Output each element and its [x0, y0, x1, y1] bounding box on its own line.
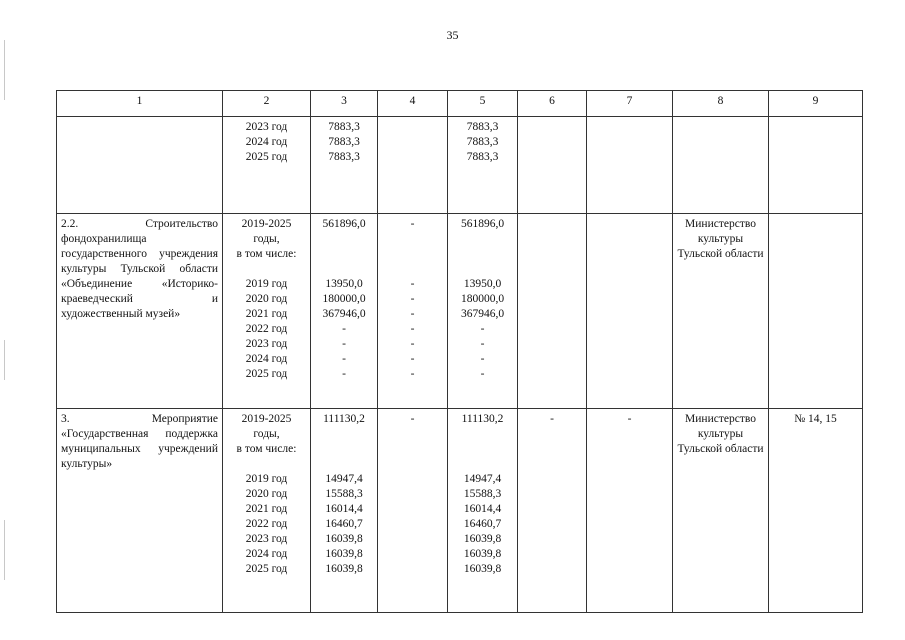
value-line: - — [410, 338, 415, 350]
margin-scan-mark — [4, 520, 5, 580]
value-line: 111130,2 — [323, 413, 365, 425]
value-line: 561896,0 — [322, 218, 366, 230]
indicator-cell — [769, 214, 863, 409]
spacer-line — [315, 442, 373, 457]
executor-cell — [673, 117, 769, 214]
period-line: 2025 год — [245, 563, 288, 575]
value-line: 16014,4 — [325, 503, 363, 515]
value-line: - — [342, 323, 346, 335]
spacer-line — [315, 232, 373, 247]
spacer-line — [315, 427, 373, 442]
period-line: в том числе: — [236, 443, 297, 455]
col6-cell — [518, 214, 587, 409]
col7-cell — [587, 214, 673, 409]
period-line: 2022 год — [245, 518, 288, 530]
period-line: в том числе: — [236, 248, 297, 260]
period-cell — [223, 117, 311, 214]
spacer-line — [227, 262, 306, 277]
spacer-line — [227, 457, 306, 472]
value-line: 367946,0 — [460, 308, 505, 320]
margin-scan-mark — [4, 340, 5, 380]
header-cell: 2 — [223, 91, 311, 117]
col7-cell — [587, 117, 673, 214]
spacer-line — [382, 262, 443, 277]
period-line: 2025 год — [245, 151, 288, 163]
period-line: 2020 год — [245, 488, 288, 500]
header-cell: 7 — [587, 91, 673, 117]
col6-cell — [518, 117, 587, 214]
period-line: 2022 год — [245, 323, 288, 335]
indicator-cell — [769, 117, 863, 214]
header-cell: 4 — [378, 91, 448, 117]
period-line: 2024 год — [245, 548, 288, 560]
spacer-line — [315, 247, 373, 262]
header-row — [57, 91, 863, 117]
header-cell: 3 — [311, 91, 378, 117]
description-cell: 2.2. Строительство фондохранилища государственного учреждения культуры Тульской области «Объединение «Историко-краеведческий и художественный музей» — [57, 214, 223, 409]
period-line: 2019-2025 — [241, 218, 292, 230]
header-cell: 1 — [57, 91, 223, 117]
spacer-line — [452, 457, 513, 472]
col6-cell: - — [518, 409, 587, 613]
value-line: 16039,8 — [325, 533, 363, 545]
spacer-line — [315, 457, 373, 472]
value-line: 16039,8 — [463, 533, 502, 545]
regional-cell — [448, 117, 518, 214]
spacer-line — [315, 262, 373, 277]
value-line: 7883,3 — [328, 121, 360, 133]
regional-cell — [448, 409, 518, 613]
period-line: 2023 год — [245, 338, 288, 350]
spacer-line — [452, 442, 513, 457]
value-line: - — [410, 323, 415, 335]
spacer-line — [452, 262, 513, 277]
spacer-line — [452, 232, 513, 247]
value-line: 7883,3 — [328, 151, 360, 163]
value-line: 7883,3 — [328, 136, 360, 148]
spacer-line — [452, 247, 513, 262]
federal-cell — [378, 409, 448, 613]
value-line: 16039,8 — [463, 548, 502, 560]
spacer-line — [452, 427, 513, 442]
value-line: 15588,3 — [463, 488, 502, 500]
period-line: годы, — [253, 428, 280, 440]
period-line: 2019 год — [245, 278, 288, 290]
header-cell: 9 — [769, 91, 863, 117]
value-line: 13950,0 — [325, 278, 363, 290]
page-number: 35 — [446, 28, 459, 42]
total-cell — [311, 214, 378, 409]
value-line: - — [410, 353, 415, 365]
value-line: 367946,0 — [322, 308, 366, 320]
period-line: 2019-2025 — [241, 413, 292, 425]
federal-cell — [378, 214, 448, 409]
period-line: 2020 год — [245, 293, 288, 305]
value-line: 111130,2 — [461, 413, 504, 425]
executor-cell: Министерство культуры Тульской области — [673, 409, 769, 613]
table-row — [57, 214, 863, 409]
value-line: - — [410, 308, 415, 320]
header-cell: 5 — [448, 91, 518, 117]
period-line: 2024 год — [245, 136, 288, 148]
value-line: 14947,4 — [325, 473, 363, 485]
period-line: 2024 год — [245, 353, 288, 365]
value-line: 16039,8 — [325, 563, 363, 575]
period-line: 2019 год — [245, 473, 288, 485]
value-line: 7883,3 — [466, 136, 499, 148]
value-line: - — [410, 368, 415, 380]
value-line: - — [410, 413, 415, 425]
margin-scan-mark — [4, 40, 5, 100]
value-line: 16460,7 — [325, 518, 363, 530]
executor-cell: Министерство культуры Тульской области — [673, 214, 769, 409]
value-line: 13950,0 — [463, 278, 502, 290]
value-line: - — [480, 338, 485, 350]
value-line: 16039,8 — [325, 548, 363, 560]
value-line: - — [480, 368, 485, 380]
indicator-cell: № 14, 15 — [769, 409, 863, 613]
value-line: - — [342, 353, 346, 365]
period-cell — [223, 409, 311, 613]
value-line: 16039,8 — [463, 563, 502, 575]
period-line: годы, — [253, 233, 280, 245]
period-line: 2023 год — [245, 121, 288, 133]
spacer-line — [382, 247, 443, 262]
period-line: 2021 год — [245, 503, 288, 515]
value-line: 561896,0 — [460, 218, 505, 230]
description-cell: 3. Мероприятие «Государственная поддержка муниципальных учреждений культуры» — [57, 409, 223, 613]
total-cell — [311, 117, 378, 214]
header-cell: 8 — [673, 91, 769, 117]
period-line: 2021 год — [245, 308, 288, 320]
value-line: 180000,0 — [460, 293, 505, 305]
value-line: 7883,3 — [466, 121, 499, 133]
value-line: - — [410, 293, 415, 305]
value-line: - — [410, 218, 415, 230]
total-cell — [311, 409, 378, 613]
table-row — [57, 117, 863, 214]
value-line: - — [410, 278, 415, 290]
value-line: - — [480, 353, 485, 365]
value-line: 7883,3 — [466, 151, 499, 163]
value-line: 16014,4 — [463, 503, 502, 515]
table-row — [57, 409, 863, 613]
value-line: - — [480, 323, 485, 335]
period-line: 2023 год — [245, 533, 288, 545]
header-cell: 6 — [518, 91, 587, 117]
col7-cell: - — [587, 409, 673, 613]
value-line: - — [342, 338, 346, 350]
value-line: 14947,4 — [463, 473, 502, 485]
federal-cell — [378, 117, 448, 214]
description-cell — [57, 117, 223, 214]
value-line: 15588,3 — [325, 488, 363, 500]
value-line: 16460,7 — [463, 518, 502, 530]
spacer-line — [382, 232, 443, 247]
value-line: - — [342, 368, 346, 380]
regional-cell — [448, 214, 518, 409]
period-cell — [223, 214, 311, 409]
period-line: 2025 год — [245, 368, 288, 380]
value-line: 180000,0 — [322, 293, 366, 305]
program-table — [56, 90, 863, 613]
